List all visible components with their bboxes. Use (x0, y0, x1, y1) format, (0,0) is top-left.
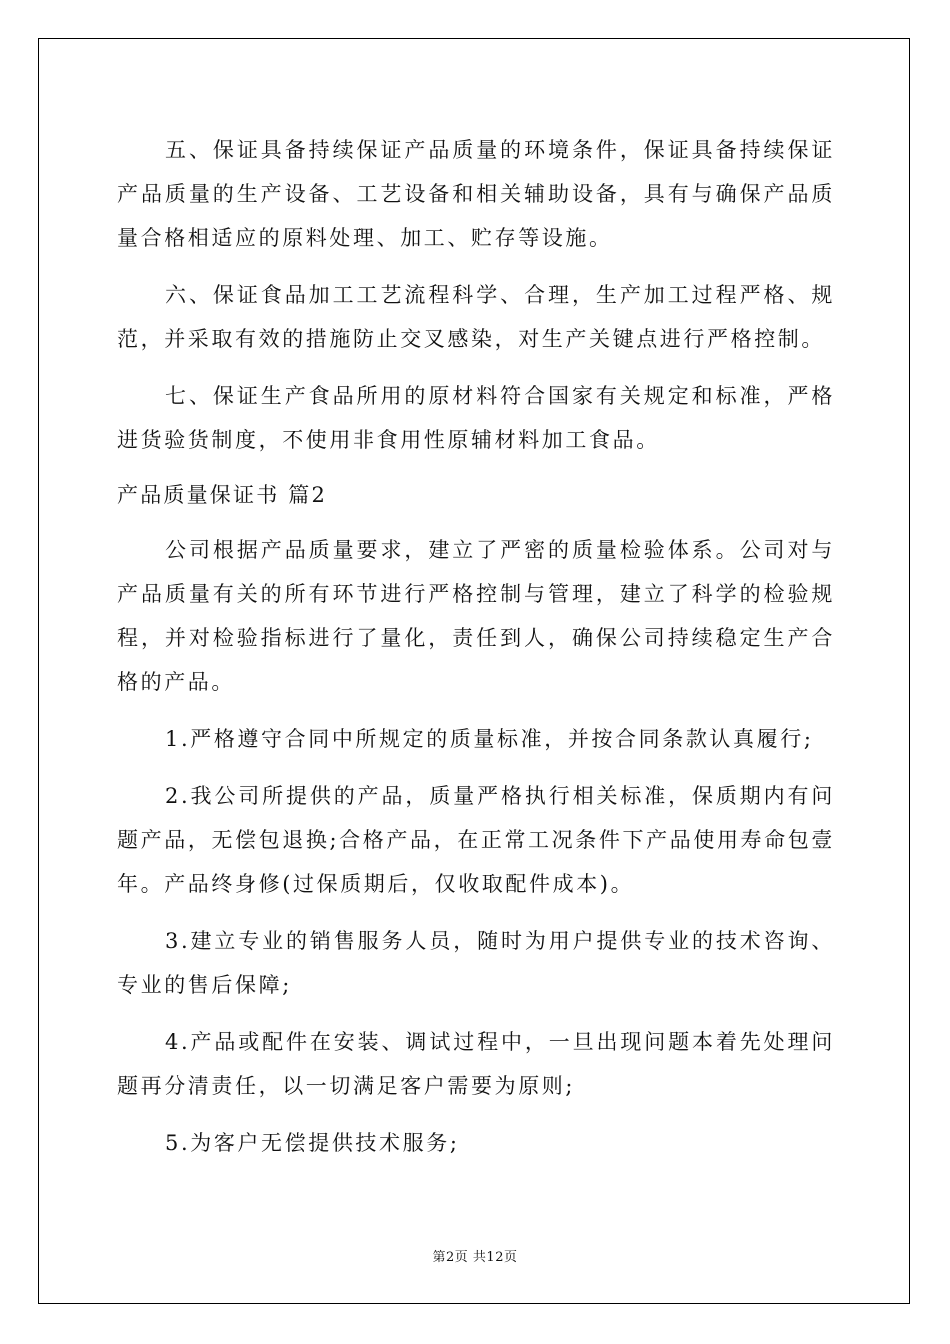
paragraph-5: 五、保证具备持续保证产品质量的环境条件，保证具备持续保证产品质量的生产设备、工艺设备和相关辅助设备，具有与确保产品质量合格相适应的原料处理、加工、贮存等设施。 (117, 138, 835, 250)
paragraph-6: 六、保证食品加工工艺流程科学、合理，生产加工过程严格、规范，并采取有效的措施防止交叉感染，对生产关键点进行严格控制。 (117, 283, 835, 351)
page-number-footer: 第2页 共12页 (432, 1250, 518, 1265)
paragraph-7: 七、保证生产食品所用的原材料符合国家有关规定和标准，严格进货验货制度，不使用非食用性原辅材料加工食品。 (117, 384, 835, 452)
paragraph-intro: 公司根据产品质量要求，建立了严密的质量检验体系。公司对与产品质量有关的所有环节进行严格控制与管理，建立了科学的检验规程，并对检验指标进行了量化，责任到人，确保公司持续稳定生产合格的产品。 (117, 538, 835, 694)
list-item-1: 1.严格遵守合同中所规定的质量标准，并按合同条款认真履行; (165, 727, 814, 751)
list-item-2: 2.我公司所提供的产品，质量严格执行相关标准，保质期内有问题产品，无偿包退换;合格产品，在正常工况条件下产品使用寿命包壹年。产品终身修(过保质期后，仅收取配件成本)。 (117, 784, 835, 896)
list-item-3: 3.建立专业的销售服务人员，随时为用户提供专业的技术咨询、专业的售后保障; (117, 929, 835, 997)
list-item-4: 4.产品或配件在安装、调试过程中，一旦出现问题本着先处理问题再分清责任，以一切满足客户需要为原则; (117, 1030, 835, 1098)
document-body (117, 128, 835, 1178)
section-heading: 产品质量保证书 篇2 (117, 483, 328, 507)
list-item-5: 5.为客户无偿提供技术服务; (165, 1131, 460, 1155)
